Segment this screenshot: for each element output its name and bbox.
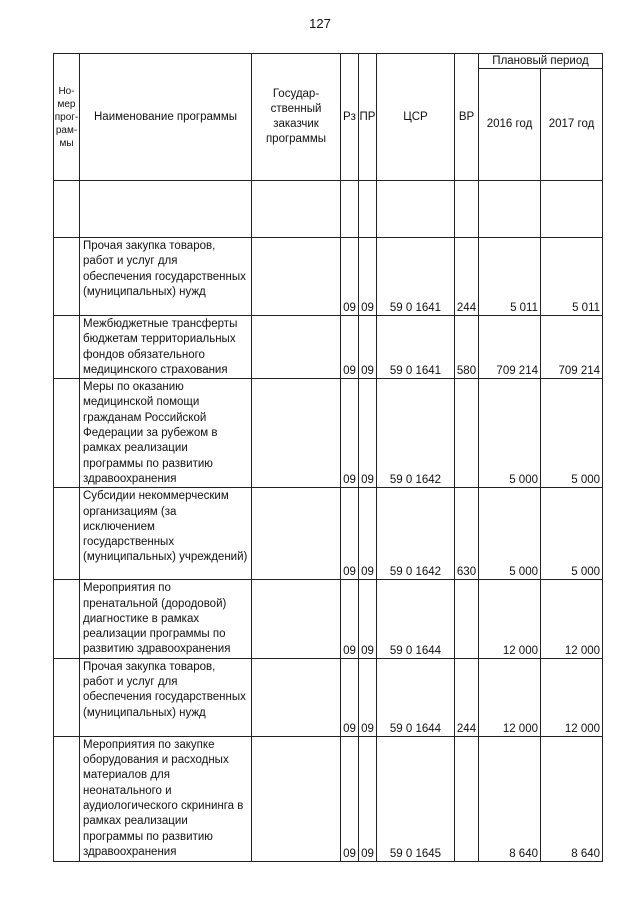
cell-amount-2016: 8 640 xyxy=(479,736,541,861)
cell-csr: 59 0 1642 xyxy=(377,488,455,580)
cell-program-name: Меры по оказанию медицинской помощи гражданам Российской Федерации за рубежом в рамках реализации программы по развитию здравоохранения xyxy=(80,379,252,488)
header-csr: ЦСР xyxy=(377,54,455,181)
cell-pr: 09 xyxy=(359,736,377,861)
cell-state-customer xyxy=(252,379,341,488)
cell-pr: 09 xyxy=(359,238,377,316)
cell-program-name: Межбюджетные трансферты бюджетам территориальных фондов обязательного медицинского страхования xyxy=(80,316,252,379)
cell-pr: 09 xyxy=(359,580,377,658)
header-rz: Рз xyxy=(341,54,359,181)
cell-program-number xyxy=(54,488,80,580)
cell-csr: 59 0 1641 xyxy=(377,238,455,316)
cell-amount-2017: 709 214 xyxy=(541,316,603,379)
header-program-name: Наименование программы xyxy=(80,54,252,181)
cell-amount-2016: 5 011 xyxy=(479,238,541,316)
cell-amount-2016: 5 000 xyxy=(479,488,541,580)
cell-program-number xyxy=(54,379,80,488)
cell-vr: 630 xyxy=(455,488,479,580)
cell-state-customer xyxy=(252,238,341,316)
cell-amount-2017: 5 011 xyxy=(541,238,603,316)
header-program-number: Но- мер прог- рам- мы xyxy=(54,54,80,181)
cell-rz: 09 xyxy=(341,580,359,658)
cell-program-number xyxy=(54,658,80,736)
cell-state-customer xyxy=(252,580,341,658)
cell-pr: 09 xyxy=(359,316,377,379)
table-row xyxy=(54,238,603,316)
cell-vr: 244 xyxy=(455,658,479,736)
cell-csr: 59 0 1645 xyxy=(377,736,455,861)
cell-rz: 09 xyxy=(341,658,359,736)
cell-vr: 580 xyxy=(455,316,479,379)
cell-amount-2016: 709 214 xyxy=(479,316,541,379)
table-row xyxy=(54,379,603,488)
cell-program-name: Мероприятия по закупке оборудования и расходных материалов для неонатального и аудиологического скрининга в рамках реализации программы по развитию здравоохранения xyxy=(80,736,252,861)
cell-vr xyxy=(455,736,479,861)
cell-rz: 09 xyxy=(341,379,359,488)
cell-amount-2017: 12 000 xyxy=(541,658,603,736)
table-row xyxy=(54,580,603,658)
page-number: 127 xyxy=(309,16,331,31)
cell-rz: 09 xyxy=(341,488,359,580)
table-row xyxy=(54,736,603,861)
cell-amount-2016: 5 000 xyxy=(479,379,541,488)
cell-csr: 59 0 1644 xyxy=(377,658,455,736)
header-state-customer: Государ- ственный заказчик программы xyxy=(252,54,341,181)
cell-state-customer xyxy=(252,316,341,379)
cell-csr: 59 0 1641 xyxy=(377,316,455,379)
table-row xyxy=(54,658,603,736)
cell-pr: 09 xyxy=(359,488,377,580)
header-planned-period: Плановый период xyxy=(479,54,603,69)
cell-rz: 09 xyxy=(341,736,359,861)
header-year-2016: 2016 год xyxy=(479,69,541,181)
cell-program-name: Прочая закупка товаров, работ и услуг для обеспечения государственных (муниципальных) нужд xyxy=(80,238,252,316)
cell-vr xyxy=(455,580,479,658)
cell-vr: 244 xyxy=(455,238,479,316)
cell-vr xyxy=(455,379,479,488)
cell-rz: 09 xyxy=(341,238,359,316)
cell-amount-2016: 12 000 xyxy=(479,580,541,658)
cell-program-number xyxy=(54,736,80,861)
cell-amount-2016: 12 000 xyxy=(479,658,541,736)
header-year-2017: 2017 год xyxy=(541,69,603,181)
budget-table xyxy=(53,53,603,862)
cell-amount-2017: 5 000 xyxy=(541,488,603,580)
cell-pr: 09 xyxy=(359,658,377,736)
table-row xyxy=(54,488,603,580)
cell-pr: 09 xyxy=(359,379,377,488)
cell-csr: 59 0 1642 xyxy=(377,379,455,488)
cell-program-name: Мероприятия по пренатальной (дородовой) диагностике в рамках реализации программы по развитию здравоохранения xyxy=(80,580,252,658)
header-vr: ВР xyxy=(455,54,479,181)
cell-rz: 09 xyxy=(341,316,359,379)
cell-state-customer xyxy=(252,736,341,861)
cell-amount-2017: 8 640 xyxy=(541,736,603,861)
cell-state-customer xyxy=(252,658,341,736)
cell-program-number xyxy=(54,238,80,316)
cell-program-name: Субсидии некоммерческим организациям (за исключением государственных (муниципальных) учреждений) xyxy=(80,488,252,580)
header-spacer-row xyxy=(54,181,603,238)
header-pr: ПР xyxy=(359,54,377,181)
cell-csr: 59 0 1644 xyxy=(377,580,455,658)
cell-state-customer xyxy=(252,488,341,580)
table-row xyxy=(54,316,603,379)
cell-amount-2017: 12 000 xyxy=(541,580,603,658)
cell-program-number xyxy=(54,580,80,658)
cell-amount-2017: 5 000 xyxy=(541,379,603,488)
cell-program-number xyxy=(54,316,80,379)
cell-program-name: Прочая закупка товаров, работ и услуг для обеспечения государственных (муниципальных) нужд xyxy=(80,658,252,736)
